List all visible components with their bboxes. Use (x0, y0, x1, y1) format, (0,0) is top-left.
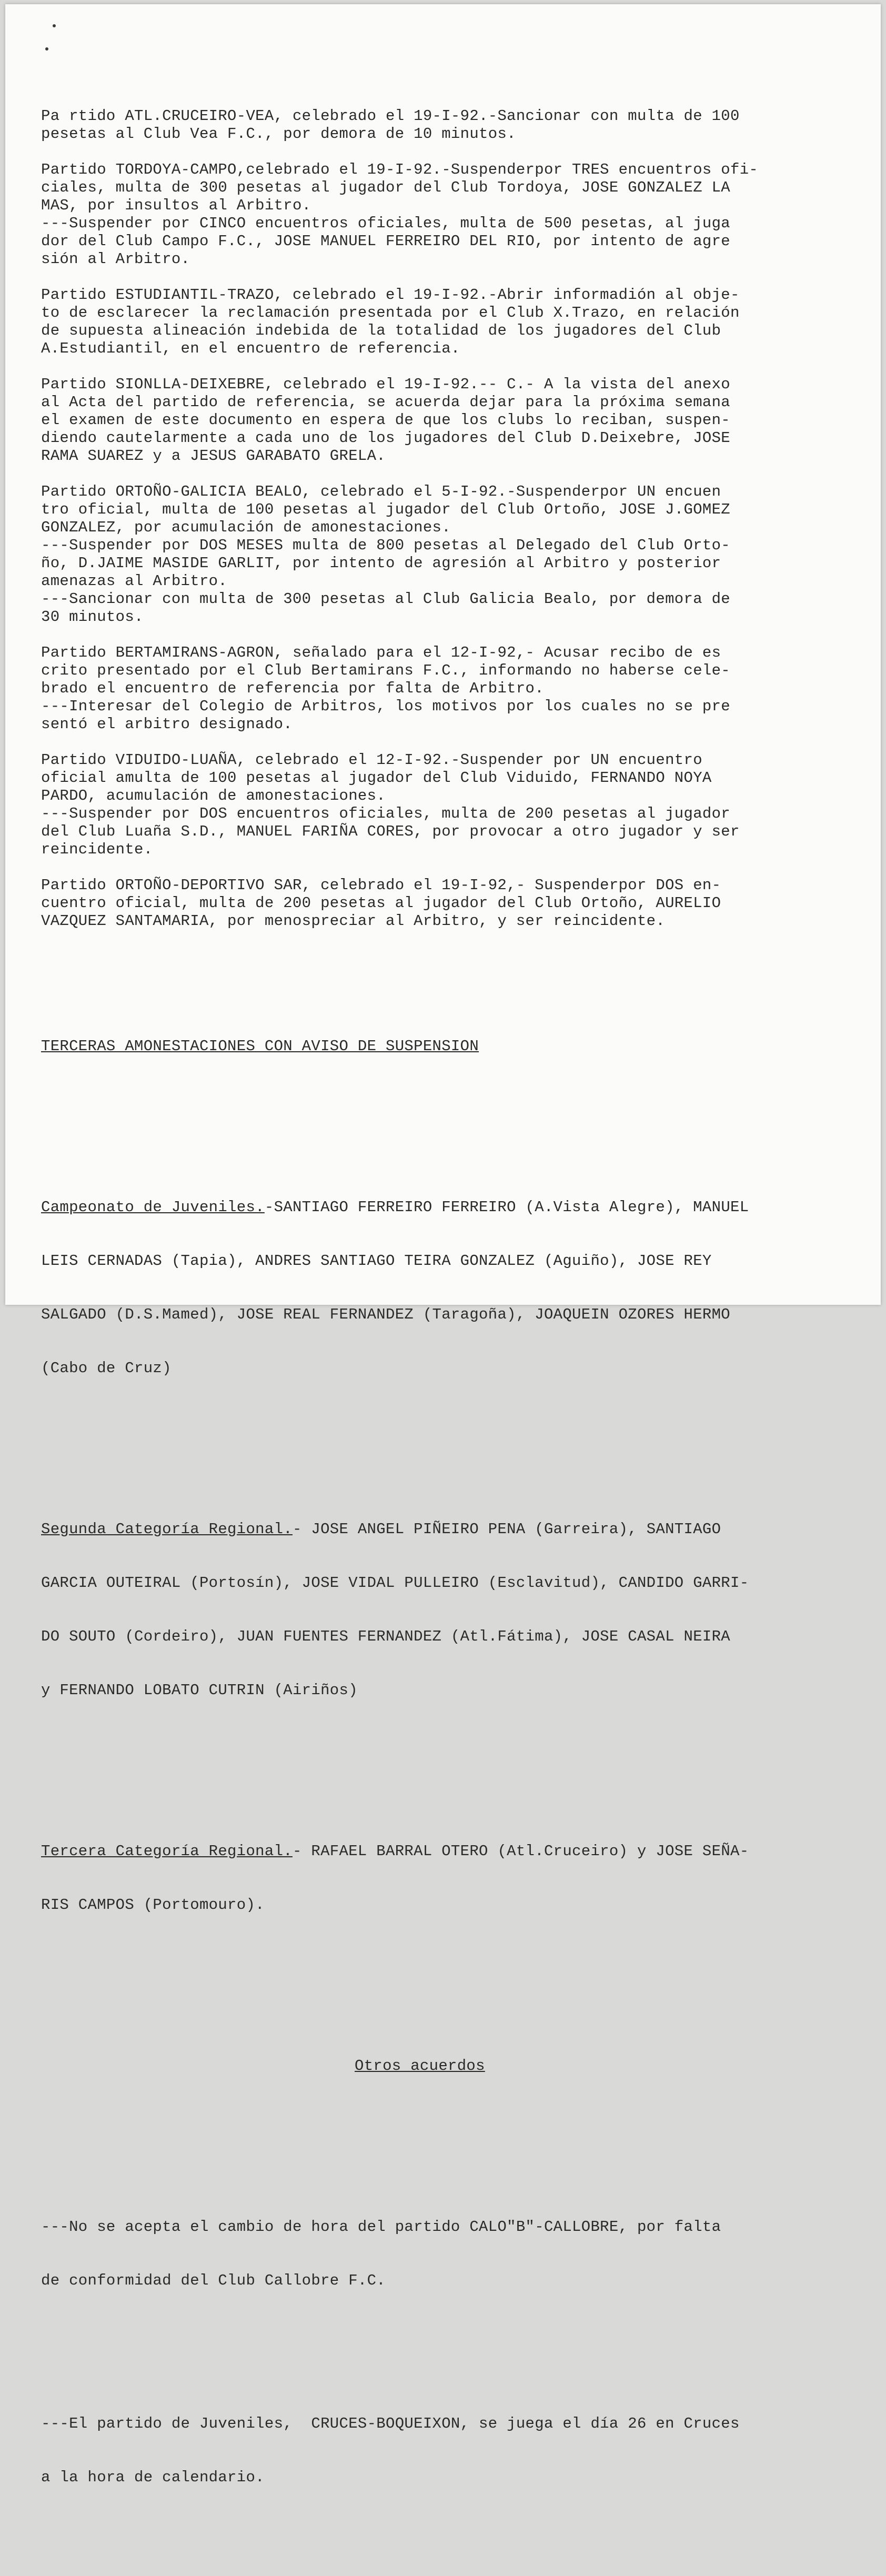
text-line: cuentro oficial, multa de 200 pesetas al jugador del Club Ortoño, AURELIO (41, 894, 721, 912)
terceras-title: TERCERAS AMONESTACIONES CON AVISO DE SUSPENSION (41, 1038, 479, 1055)
juveniles-block (41, 1163, 872, 1413)
sanction-paragraph (41, 376, 872, 465)
text-line: Partido ESTUDIANTIL-TRAZO, celebrado el 19-I-92.-Abrir informadión al obje- (41, 286, 740, 304)
text-line: amenazas al Arbitro. (41, 572, 228, 590)
sanction-paragraph (41, 161, 872, 268)
text-line: Partido ORTOÑO-DEPORTIVO SAR, celebrado el 19-I-92,- Suspenderpor DOS en- (41, 877, 721, 894)
text-line: pesetas al Club Vea F.C., por demora de 10 minutos. (41, 125, 516, 143)
text-line: ---Suspender por DOS MESES multa de 800 pesetas al Delegado del Club Orto- (41, 537, 731, 554)
text-line: oficial amulta de 100 pesetas al jugador del Club Viduido, FERNANDO NOYA (41, 769, 712, 787)
text-line: diendo cautelarmente a cada uno de los jugadores del Club D.Deixebre, JOSE (41, 429, 731, 447)
otros-line: a la hora de calendario. (41, 2469, 265, 2486)
juveniles-line: SALGADO (D.S.Mamed), JOSE REAL FERNANDEZ (Taragoña), JOAQUEIN OZORES HERMO (41, 1306, 731, 1323)
text-line: reincidente. (41, 841, 153, 858)
ink-dot (45, 47, 48, 51)
text-line: dor del Club Campo F.C., JOSE MANUEL FERREIRO DEL RIO, por intento de agre (41, 233, 731, 250)
ink-dot (53, 24, 56, 27)
text-line: ---Interesar del Colegio de Arbitros, los motivos por los cuales no se pre (41, 698, 731, 715)
sanction-paragraph (41, 286, 872, 358)
otros-title: Otros acuerdos (355, 2057, 485, 2075)
segunda-block (41, 1485, 872, 1735)
segunda-line: y FERNANDO LOBATO CUTRIN (Airiños) (41, 1682, 358, 1699)
otros-section (41, 2021, 872, 2111)
text-line: VAZQUEZ SANTAMARIA, por menospreciar al Arbitro, y ser reincidente. (41, 912, 666, 930)
text-line: PARDO, acumulación de amonestaciones. (41, 787, 386, 804)
text-line: ño, D.JAIME MASIDE GARLIT, por intento de agresión al Arbitro y posterior (41, 555, 721, 572)
otros-line: de conformidad del Club Callobre F.C. (41, 2272, 386, 2289)
text-line: Partido SIONLLA-DEIXEBRE, celebrado el 19-I-92.-- C.- A la vista del anexo (41, 376, 731, 393)
sanction-paragraph (41, 107, 872, 143)
tercera-line: RIS CAMPOS (Portomouro). (41, 1896, 265, 1914)
text-line: sión al Arbitro. (41, 250, 190, 268)
text-line: el examen de este documento en espera de que los clubs lo reciban, suspen- (41, 411, 731, 429)
tercera-heading: Tercera Categoría Regional. (41, 1843, 293, 1860)
text-line: ---Sancionar con multa de 300 pesetas al Club Galicia Bealo, por demora de (41, 590, 731, 608)
typed-text-body (41, 72, 872, 2576)
text-line: ---Suspender por DOS encuentros oficiales, multa de 200 pesetas al jugador (41, 805, 731, 822)
segunda-line: GARCIA OUTEIRAL (Portosín), JOSE VIDAL PULLEIRO (Esclavitud), CANDIDO GARRI- (41, 1574, 749, 1592)
sanction-paragraph (41, 644, 872, 733)
text-line: sentó el arbitro designado. (41, 716, 293, 733)
text-line: del Club Luaña S.D., MANUEL FARIÑA CORES, por provocar a otro jugador y ser (41, 823, 740, 840)
sanction-paragraph (41, 483, 872, 626)
text-line: tro oficial, multa de 100 pesetas al jugador del Club Ortoño, JOSE J.GOMEZ (41, 501, 731, 518)
tercera-line: - RAFAEL BARRAL OTERO (Atl.Cruceiro) y JOSE SEÑA- (292, 1843, 749, 1860)
text-line: Pa rtido ATL.CRUCEIRO-VEA, celebrado el 19-I-92.-Sancionar con multa de 100 (41, 107, 740, 125)
text-line: de supuesta alineación indebida de la totalidad de los jugadores del Club (41, 322, 721, 339)
text-line: al Acta del partido de referencia, se acuerda dejar para la próxima semana (41, 394, 731, 411)
text-line: Partido ORTOÑO-GALICIA BEALO, celebrado el 5-I-92.-Suspenderpor UN encuen (41, 483, 721, 500)
segunda-line: - JOSE ANGEL PIÑEIRO PENA (Garreira), SANTIAGO (292, 1521, 721, 1538)
segunda-heading: Segunda Categoría Regional. (41, 1521, 293, 1538)
match-sanctions (41, 107, 872, 930)
text-line: RAMA SUAREZ y a JESUS GARABATO GRELA. (41, 447, 386, 465)
text-line: to de esclarecer la reclamación presentada por el Club X.Trazo, en relación (41, 304, 740, 321)
terceras-section (41, 1002, 872, 1091)
text-line: Partido BERTAMIRANS-AGRON, señalado para el 12-I-92,- Acusar recibo de es (41, 644, 721, 661)
otros-item (41, 2379, 872, 2522)
text-line: Partido VIDUIDO-LUAÑA, celebrado el 12-I-92.-Suspender por UN encuentro (41, 751, 702, 769)
sanction-paragraph (41, 877, 872, 930)
juveniles-line: -SANTIAGO FERREIRO FERREIRO (A.Vista Alegre), MANUEL (264, 1199, 749, 1216)
juveniles-line: LEIS CERNADAS (Tapia), ANDRES SANTIAGO TEIRA GONZALEZ (Aguiño), JOSE REY (41, 1252, 712, 1270)
text-line: ---Suspender por CINCO encuentros oficiales, multa de 500 pesetas, al juga (41, 215, 731, 232)
text-line: Partido TORDOYA-CAMPO,celebrado el 19-I-92.-Suspenderpor TRES encuentros ofi- (41, 161, 759, 178)
otros-item (41, 2182, 872, 2326)
otros-line: ---No se acepta el cambio de hora del partido CALO"B"-CALLOBRE, por falta (41, 2218, 721, 2236)
document-page (5, 4, 881, 2486)
sanction-paragraph (41, 751, 872, 859)
juveniles-line: (Cabo de Cruz) (41, 1360, 172, 1377)
text-line: GONZALEZ, por acumulación de amonestaciones. (41, 519, 451, 536)
text-line: MAS, por insultos al Arbitro. (41, 197, 311, 214)
text-line: ciales, multa de 300 pesetas al jugador del Club Tordoya, JOSE GONZALEZ LA (41, 179, 731, 196)
text-line: 30 minutos. (41, 608, 144, 626)
otros-line: ---El partido de Juveniles, CRUCES-BOQUEIXON, se juega el día 26 en Cruces (41, 2415, 740, 2432)
text-line: A.Estudiantil, en el encuentro de referencia. (41, 340, 460, 357)
text-line: brado el encuentro de referencia por falta de Arbitro. (41, 680, 544, 697)
text-line: crito presentado por el Club Bertamirans F.C., informando no haberse cele- (41, 662, 731, 679)
juveniles-heading: Campeonato de Juveniles. (41, 1199, 265, 1216)
tercera-block (41, 1807, 872, 1950)
segunda-line: DO SOUTO (Cordeiro), JUAN FUENTES FERNANDEZ (Atl.Fátima), JOSE CASAL NEIRA (41, 1628, 731, 1645)
